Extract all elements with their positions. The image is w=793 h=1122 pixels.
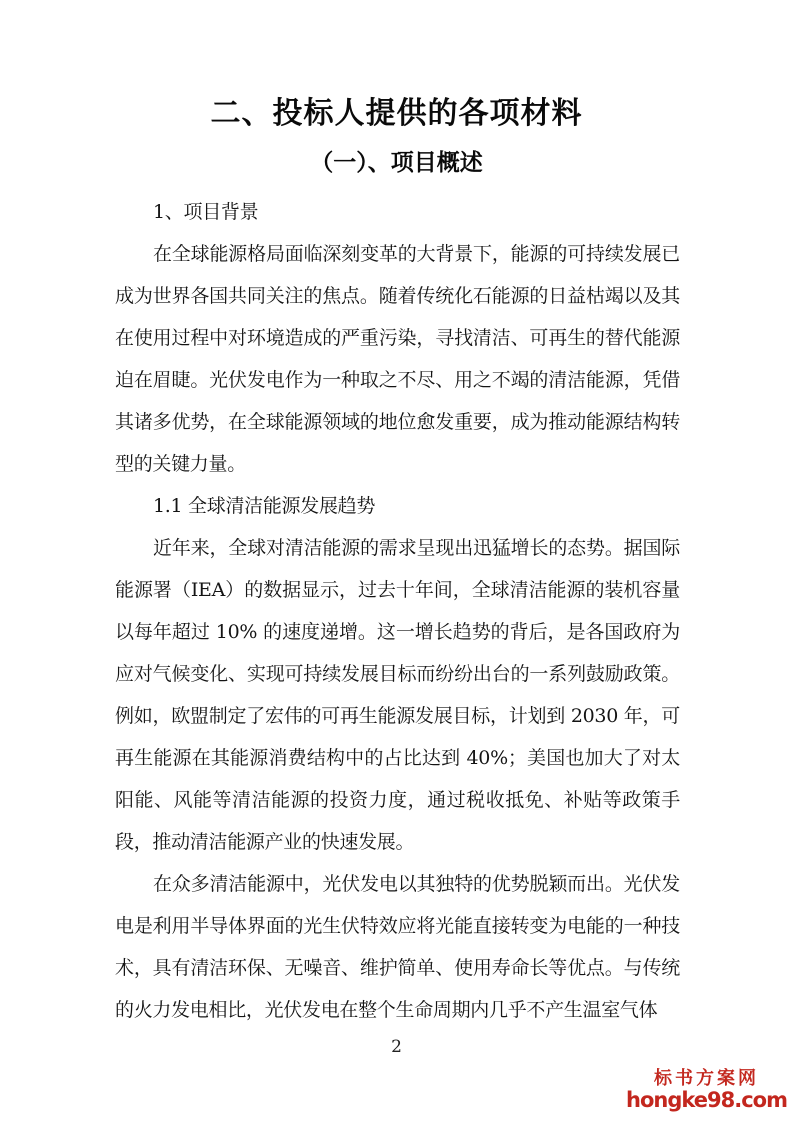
document-subtitle: （一）、项目概述 [310, 149, 483, 176]
document-body [115, 191, 680, 1031]
page-number: 2 [391, 1037, 402, 1057]
paragraph-pv-advantages: 在众多清洁能源中，光伏发电以其独特的优势脱颖而出。光伏发电是利用半导体界面的光生伏特效应将光能直接转变为电能的一种技术，具有清洁环保、无噪音、维护简单、使用寿命长等优点。与传统的火力发电相比，光伏发电在整个生命周期内几乎不产生温室气体 [115, 873, 680, 1021]
paragraph-project-background: 在全球能源格局面临深刻变革的大背景下，能源的可持续发展已成为世界各国共同关注的焦点。随着传统化石能源的日益枯竭以及其在使用过程中对环境造成的严重污染，寻找清洁、可再生的替代能源迫在眉睫。光伏发电作为一种取之不尽、用之不竭的清洁能源，凭借其诸多优势，在全球能源领域的地位愈发重要，成为推动能源结构转型的关键力量。 [115, 243, 680, 475]
watermark-logo [626, 1068, 787, 1111]
paragraph-clean-energy-trends: 近年来，全球对清洁能源的需求呈现出迅猛增长的态势。据国际能源署（IEA）的数据显示，过去十年间，全球清洁能源的装机容量以每年超过 10% 的速度递增。这一增长趋势的背后，是各国政府为应对气候变化、实现可持续发展目标而纷纷出台的一系列鼓励政策。例如，欧盟制定了宏伟的可再生能源发展目标，计划到 2030 年，可再生能源在其能源消费结构中的占比达到 40%；美国也加大了对太阳能、风能等清洁能源的投资力度，通过税收抵免、补贴等政策手段，推动清洁能源产业的快速发展。 [115, 537, 680, 853]
watermark-site-name: 标书方案网 [654, 1068, 760, 1089]
document-title: 二、投标人提供的各项材料 [210, 96, 583, 131]
section-heading-clean-energy-trends: 1.1 全球清洁能源发展趋势 [153, 495, 376, 517]
section-heading-project-background: 1、项目背景 [153, 201, 259, 223]
watermark-site-url: hongke98.com [626, 1088, 787, 1112]
